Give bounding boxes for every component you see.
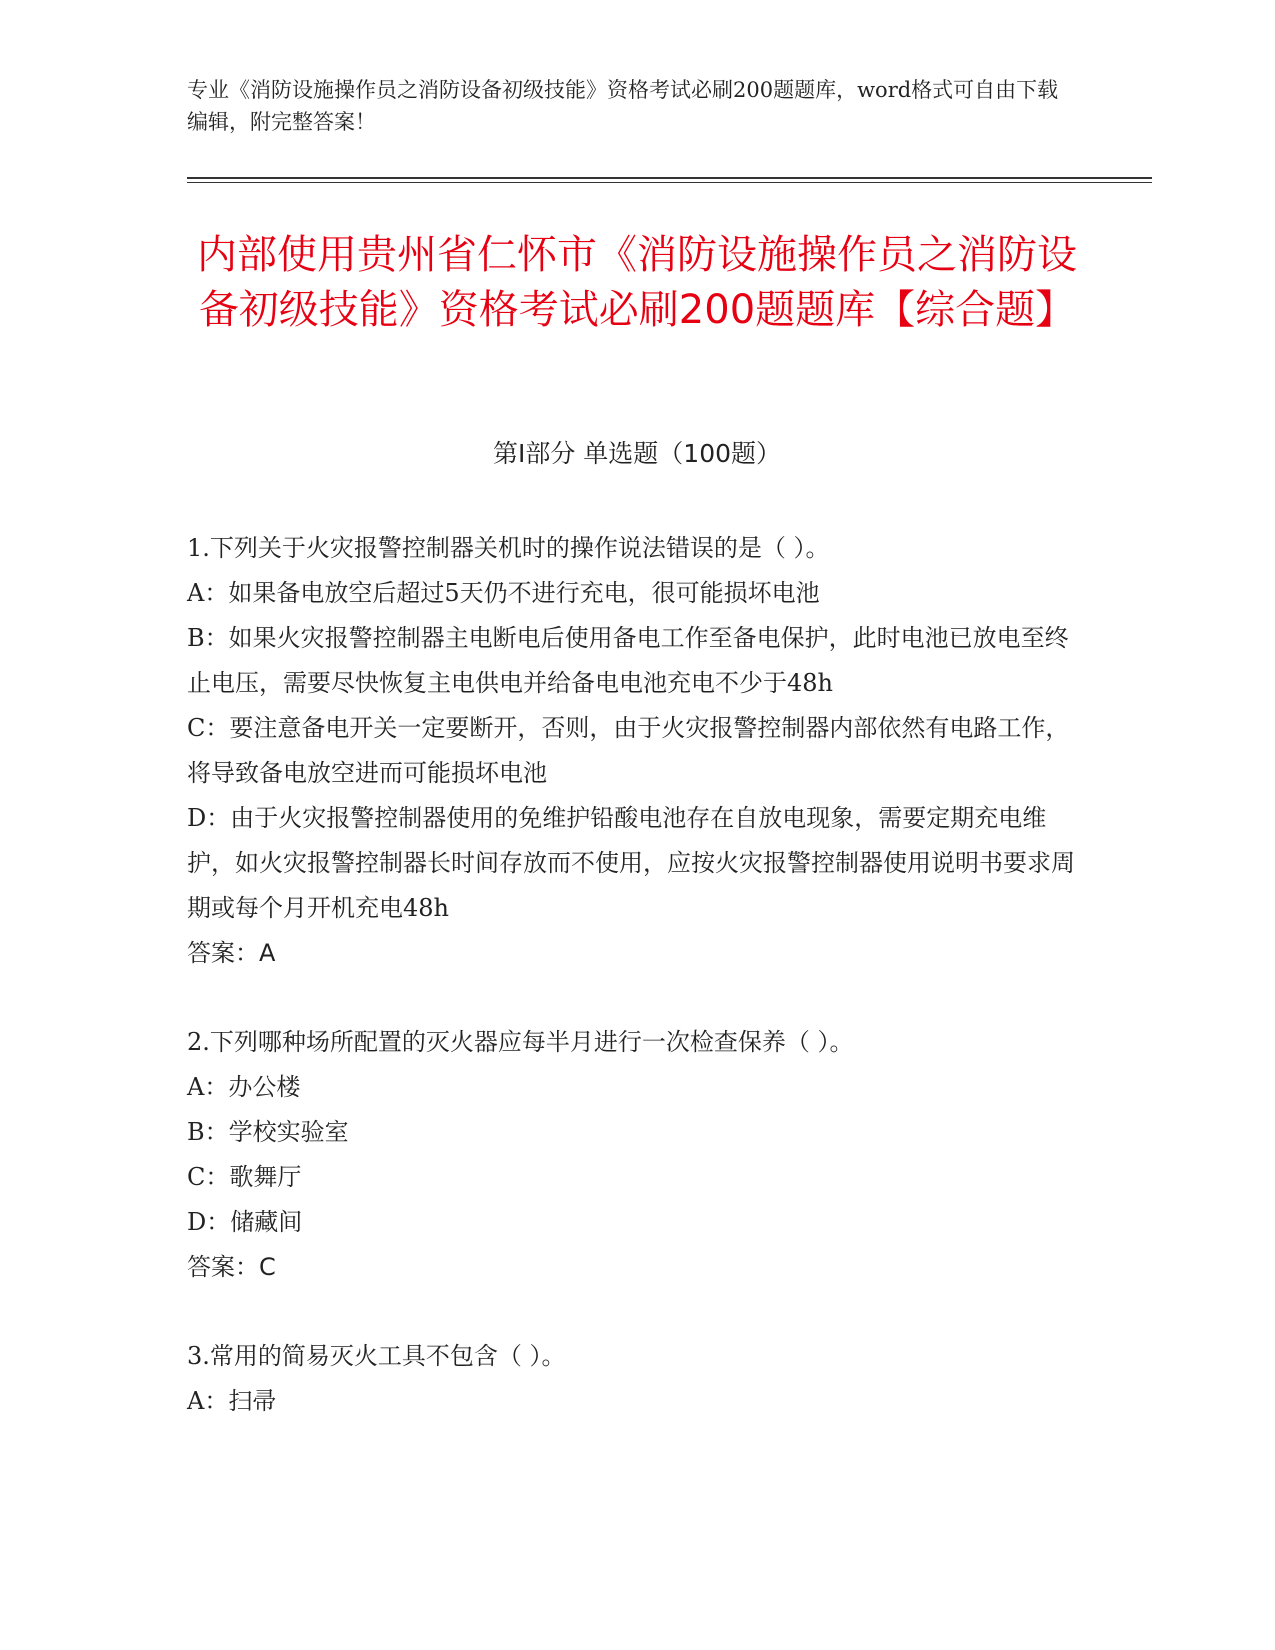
question-list bbox=[187, 526, 1077, 1468]
option-b: B：如果火灾报警控制器主电断电后使用备电工作至备电保护，此时电池已放电至终止电压，需要尽快恢复主电供电并给备电电池充电不少于48h bbox=[187, 624, 1069, 697]
question-stem: 3.常用的简易灭火工具不包含（ ）。 bbox=[187, 1342, 566, 1370]
option-a: A：扫帚 bbox=[187, 1387, 277, 1415]
option-d: D：储藏间 bbox=[187, 1208, 303, 1236]
header-note: 专业《消防设施操作员之消防设备初级技能》资格考试必刷200题题库，word格式可自由下载编辑，附完整答案！ bbox=[187, 78, 1059, 134]
answer-line: 答案：C bbox=[187, 1253, 276, 1281]
section-title: 第Ⅰ部分 单选题（100题） bbox=[492, 439, 782, 468]
header-divider-thin bbox=[187, 182, 1152, 183]
document-title: 内部使用贵州省仁怀市《消防设施操作员之消防设备初级技能》资格考试必刷200题题库【综合题】 bbox=[197, 232, 1077, 333]
header-divider-thick bbox=[187, 177, 1152, 179]
option-b: B：学校实验室 bbox=[187, 1118, 349, 1146]
question-1 bbox=[187, 526, 1077, 976]
question-3 bbox=[187, 1334, 1077, 1424]
option-c: C：歌舞厅 bbox=[187, 1163, 302, 1191]
option-c: C：要注意备电开关一定要断开，否则，由于火灾报警控制器内部依然有电路工作，将导致备电放空进而可能损坏电池 bbox=[187, 714, 1070, 787]
question-stem: 1.下列关于火灾报警控制器关机时的操作说法错误的是（ ）。 bbox=[187, 534, 830, 562]
option-d: D：由于火灾报警控制器使用的免维护铅酸电池存在自放电现象，需要定期充电维护，如火灾报警控制器长时间存放而不使用，应按火灾报警控制器使用说明书要求周期或每个月开机充电48h bbox=[187, 804, 1075, 922]
answer-line: 答案：A bbox=[187, 939, 276, 967]
option-a: A：如果备电放空后超过5天仍不进行充电，很可能损坏电池 bbox=[187, 579, 820, 607]
option-a: A：办公楼 bbox=[187, 1073, 301, 1101]
question-stem: 2.下列哪种场所配置的灭火器应每半月进行一次检查保养（ ）。 bbox=[187, 1028, 854, 1056]
question-2 bbox=[187, 1020, 1077, 1290]
